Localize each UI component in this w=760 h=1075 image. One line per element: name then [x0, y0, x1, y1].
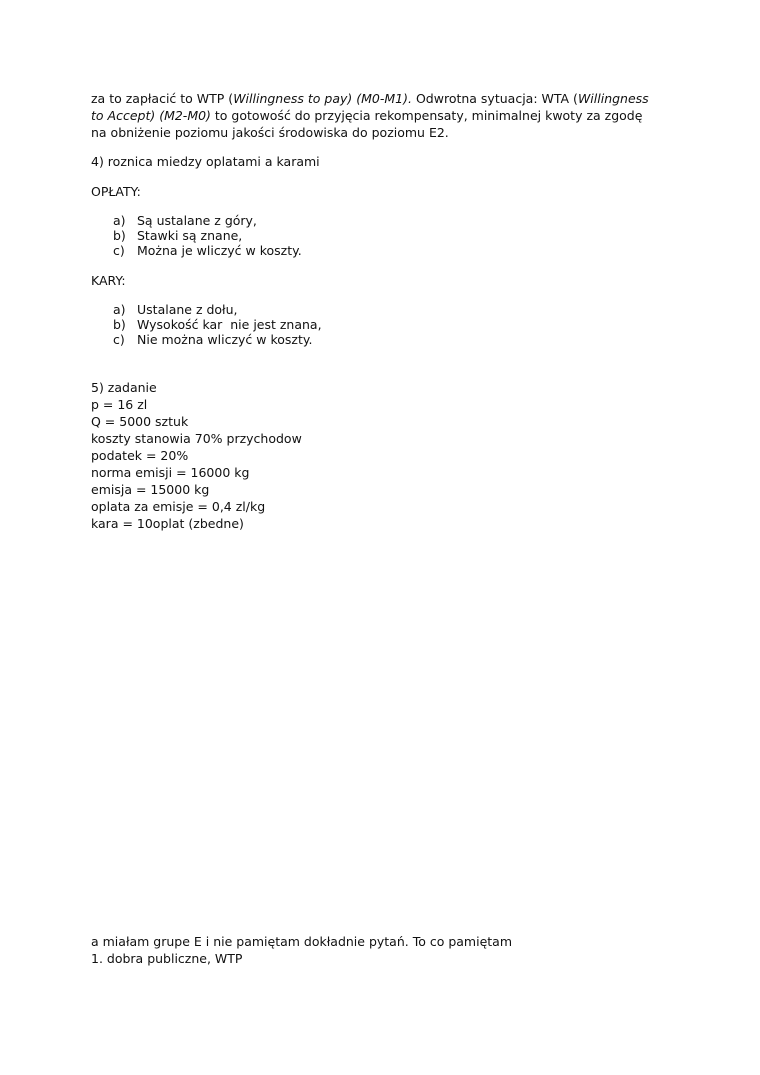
- list-text: Są ustalane z góry,: [137, 213, 257, 228]
- list-marker: c): [113, 332, 125, 347]
- task-line: p = 16 zl: [91, 397, 148, 412]
- list-marker: c): [113, 243, 125, 258]
- kary-heading: KARY:: [91, 273, 126, 288]
- list-text: Wysokość kar nie jest znana,: [137, 317, 322, 332]
- intro-italic-accept: to Accept) (M2-M0): [91, 108, 211, 123]
- footer-note-line-2: 1. dobra publiczne, WTP: [91, 951, 243, 966]
- task-line: emisja = 15000 kg: [91, 482, 210, 497]
- intro-line-2: [91, 107, 642, 124]
- question-4-heading: 4) roznica miedzy oplatami a karami: [91, 154, 320, 169]
- list-marker: b): [113, 228, 126, 243]
- intro-line-1: [91, 90, 649, 107]
- oplaty-heading: OPŁATY:: [91, 184, 141, 199]
- list-text: Ustalane z dołu,: [137, 302, 238, 317]
- footer-note-line-1: a miałam grupe E i nie pamiętam dokładnie pytań. To co pamiętam: [91, 934, 513, 949]
- task-line: Q = 5000 sztuk: [91, 414, 189, 429]
- intro-italic-wtp: Willingness to pay) (M0-M1).: [233, 91, 412, 106]
- intro-italic-wta: Willingness: [577, 91, 649, 106]
- list-marker: a): [113, 302, 126, 317]
- intro-line-3: na obniżenie poziomu jakości środowiska do poziomu E2.: [91, 125, 449, 140]
- list-text: Można je wliczyć w koszty.: [137, 243, 302, 258]
- task-line: podatek = 20%: [91, 448, 189, 463]
- task-line: kara = 10oplat (zbedne): [91, 516, 244, 531]
- list-marker: a): [113, 213, 126, 228]
- list-marker: b): [113, 317, 126, 332]
- task-line: norma emisji = 16000 kg: [91, 465, 250, 480]
- task-line: oplata za emisje = 0,4 zl/kg: [91, 499, 266, 514]
- list-text: Stawki są znane,: [137, 228, 243, 243]
- question-5-heading: 5) zadanie: [91, 380, 157, 395]
- intro-text: Odwrotna sytuacja: WTA (: [411, 91, 578, 106]
- task-line: koszty stanowia 70% przychodow: [91, 431, 302, 446]
- list-text: Nie można wliczyć w koszty.: [137, 332, 313, 347]
- intro-text: to gotowość do przyjęcia rekompensaty, minimalnej kwoty za zgodę: [210, 108, 643, 123]
- intro-text: za to zapłacić to WTP (: [91, 91, 234, 106]
